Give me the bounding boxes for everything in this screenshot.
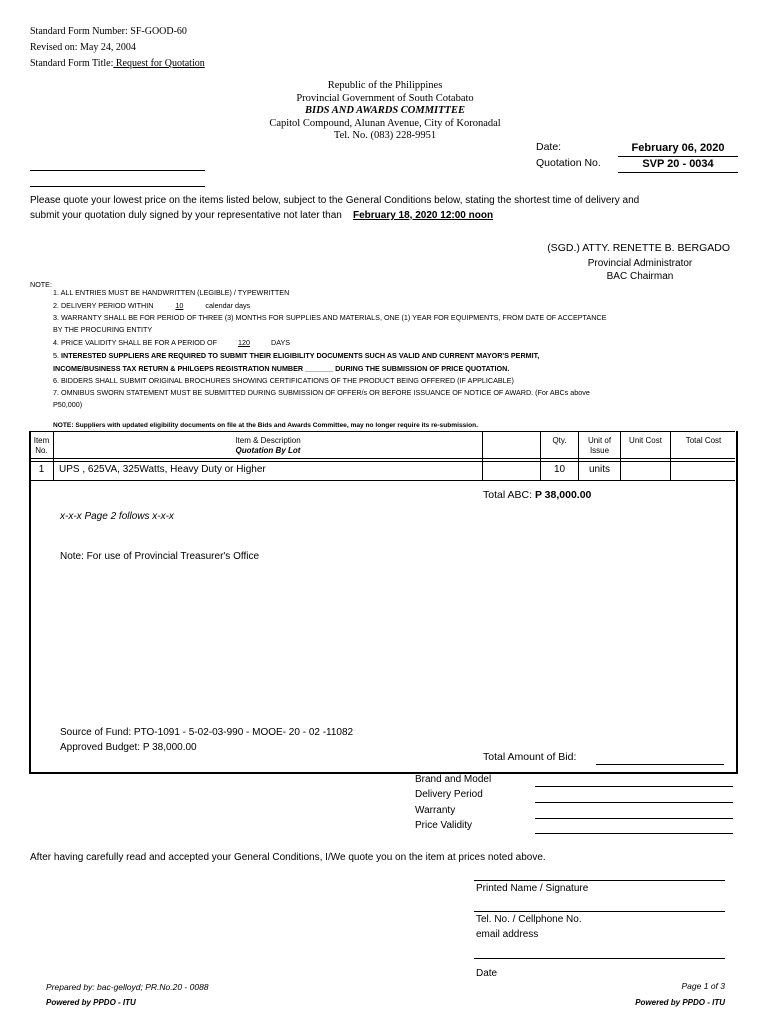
delivery-period-label: Delivery Period — [415, 789, 483, 800]
blank-line-2 — [30, 186, 205, 187]
header-unit-line-2: Issue — [589, 446, 610, 455]
quotation-underline — [618, 172, 738, 173]
treasurer-note: Note: For use of Provincial Treasurer's Office — [60, 551, 260, 562]
date-value: February 06, 2020 — [631, 142, 725, 154]
agency-line-5: Tel. No. (083) 228-9951 — [333, 130, 437, 141]
row-qty: 10 — [553, 464, 566, 475]
header-item-no-line-1: Item — [33, 436, 50, 445]
intro-line-2 — [30, 210, 493, 221]
warranty-label: Warranty — [415, 805, 456, 816]
signatory-position-2: BAC Chairman — [606, 271, 674, 282]
signatory-name: (SGD.) ATTY. RENETTE B. BERGADO — [547, 242, 730, 254]
prepared-by: Prepared by: bac-gelloyd; PR.No.20 - 0088 — [46, 982, 209, 992]
note-4-text: 4. PRICE VALIDITY SHALL BE FOR A PERIOD OF — [53, 338, 218, 347]
header-unit-cost: Unit Cost — [629, 436, 662, 445]
note-2 — [53, 300, 250, 312]
brand-model-label: Brand and Model — [415, 774, 492, 785]
row-description: UPS , 625VA, 325Watts, Heavy Duty or Higher — [59, 464, 266, 475]
acceptance-statement: After having carefully read and accepted your General Conditions, I/We quote you on the item at prices noted above. — [30, 852, 546, 863]
validity-days-value: 120 — [238, 338, 251, 347]
note-5a — [53, 350, 539, 362]
total-abc-label: Total ABC: — [483, 489, 533, 501]
note-6: 6. BIDDERS SHALL SUBMIT ORIGINAL BROCHURES SHOWING CERTIFICATIONS OF THE PRODUCT BEING OFFERED (IF APPLICABLE) — [53, 376, 514, 385]
quotation-label: Quotation No. — [536, 157, 601, 169]
form-number: Standard Form Number: SF-GOOD-60 — [30, 26, 187, 37]
header-unit-line-1: Unit of — [587, 436, 612, 445]
note-5-text: INTERESTED SUPPLIERS ARE REQUIRED TO SUBMIT THEIR ELIGIBILITY DOCUMENTS SUCH AS VALID AND CURRENT MAYOR'S PERMIT, — [61, 351, 540, 360]
header-item-no — [30, 436, 53, 456]
agency-line-4: Capitol Compound, Alunan Avenue, City of Koronadal — [269, 117, 501, 129]
eligibility-note: NOTE: Suppliers with updated eligibility documents on file at the Bids and Awards Committee, may no longer require its re-submission. — [53, 422, 478, 429]
agency-line-1: Republic of the Philippines — [327, 80, 443, 91]
note-3b: BY THE PROCURING ENTITY — [53, 325, 153, 334]
header-qty: Qty. — [552, 436, 567, 445]
header-total-cost: Total Cost — [685, 436, 722, 445]
agency-line-2: Provincial Government of South Cotabato — [296, 92, 474, 104]
tel-label: Tel. No. / Cellphone No. — [476, 914, 582, 925]
row-item-no: 1 — [38, 464, 45, 475]
total-amount-of-bid-line — [596, 764, 724, 765]
agency-block — [185, 80, 585, 143]
note-7b: P50,000) — [53, 400, 83, 409]
price-validity-line — [535, 833, 733, 834]
note-1: 1. ALL ENTRIES MUST BE HANDWRITTEN (LEGIBLE) / TYPEWRITTEN — [53, 288, 290, 297]
total-abc-value: P 38,000.00 — [534, 489, 592, 501]
header-unit — [579, 436, 620, 456]
brand-model-line — [535, 786, 733, 787]
header-description-line-1: Item & Description — [235, 436, 301, 445]
note-label: NOTE: — [30, 280, 52, 289]
signature-date-label: Date — [476, 968, 498, 979]
delivery-days-value: 10 — [175, 301, 184, 310]
intro-line-1: Please quote your lowest price on the items listed below, subject to the General Conditions below, stating the shortest time of delivery and — [30, 195, 640, 206]
note-3a: 3. WARRANTY SHALL BE FOR PERIOD OF THREE (3) MONTHS FOR SUPPLIES AND MATERIALS, ONE (1) YEAR FOR EQUIPMENTS, FROM DATE OF ACCEPTANCE — [53, 313, 607, 322]
tel-line — [474, 911, 725, 912]
price-validity-label: Price Validity — [415, 820, 473, 831]
total-abc — [483, 489, 591, 501]
powered-by-right: Powered by PPDO - ITU — [635, 998, 725, 1007]
page-follows-note: x-x-x Page 2 follows x-x-x — [60, 511, 174, 522]
header-item-no-line-2: No. — [35, 446, 48, 455]
date-line — [474, 958, 725, 959]
note-4 — [53, 337, 290, 349]
source-of-fund: Source of Fund: PTO-1091 - 5-02-03-990 - MOOE- 20 - 02 -11082 — [60, 727, 354, 738]
date-underline — [618, 156, 738, 157]
blank-line-1 — [30, 170, 205, 171]
form-title-label: Standard Form Title: — [30, 58, 114, 69]
quotation-value: SVP 20 - 0034 — [642, 158, 714, 170]
deadline: February 18, 2020 12:00 noon — [352, 210, 494, 221]
signatory-position-1: Provincial Administrator — [587, 258, 693, 269]
warranty-line — [535, 818, 733, 819]
form-title-value: Request for Quotation — [113, 58, 205, 69]
note-7a: 7. OMNIBUS SWORN STATEMENT MUST BE SUBMITTED DURING SUBMISSION OF OFFER/s OR BEFORE ISSUANCE OF NOTICE OF AWARD. (For ABCs above — [53, 388, 590, 397]
note-4-unit: DAYS — [271, 338, 291, 347]
note-2-text: 2. DELIVERY PERIOD WITHIN — [53, 301, 154, 310]
date-label: Date: — [536, 141, 562, 153]
delivery-period-line — [535, 802, 733, 803]
note-2-unit: calendar days — [205, 301, 251, 310]
agency-line-3: BIDS AND AWARDS COMMITTEE — [305, 105, 465, 116]
printed-name-label: Printed Name / Signature — [476, 883, 589, 894]
page-number: Page 1 of 3 — [681, 981, 725, 991]
header-description-line-2: Quotation By Lot — [235, 446, 301, 455]
signature-line — [474, 880, 725, 881]
form-title — [30, 56, 205, 72]
total-amount-of-bid-label: Total Amount of Bid: — [483, 751, 577, 763]
powered-by-left: Powered by PPDO - ITU — [46, 998, 136, 1007]
note-5b: INCOME/BUSINESS TAX RETURN & PHILGEPS REGISTRATION NUMBER _______ DURING THE SUBMISSION OF PRICE QUOTATION. — [53, 364, 510, 373]
form-revised: Revised on: May 24, 2004 — [30, 42, 136, 53]
email-label: email address — [476, 929, 539, 940]
approved-budget: Approved Budget: P 38,000.00 — [60, 742, 197, 753]
row-unit: units — [588, 464, 611, 475]
intro-line-2-text: submit your quotation duly signed by your representative not later than — [30, 210, 342, 221]
header-description — [54, 436, 482, 456]
note-5-number: 5. — [53, 351, 59, 360]
